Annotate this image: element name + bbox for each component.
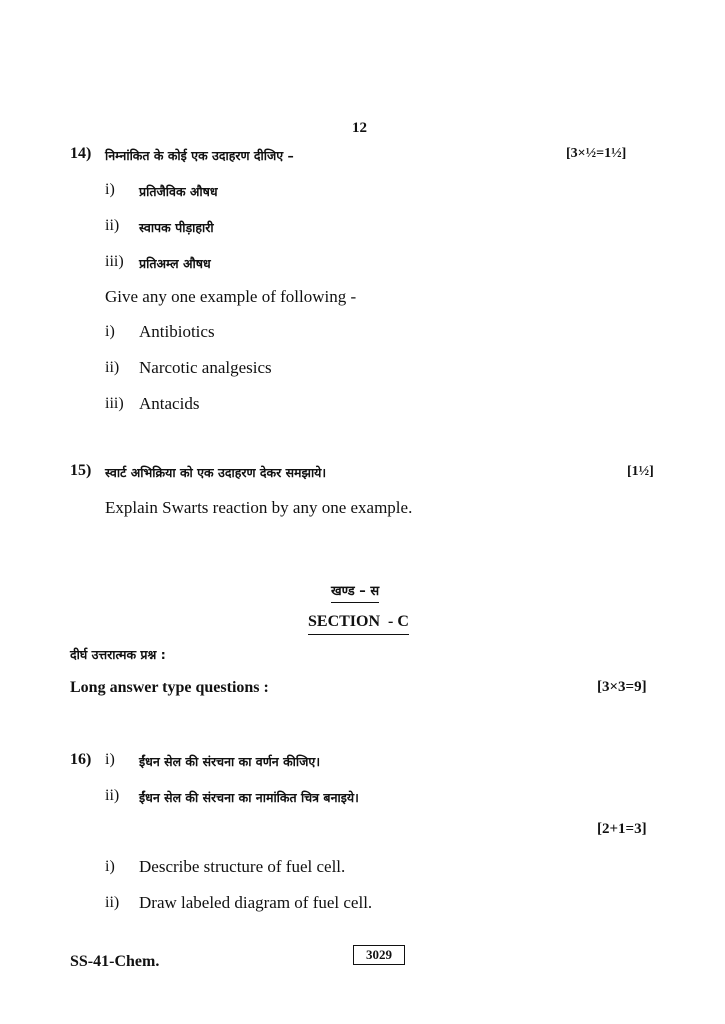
q16-english-item-1: Describe structure of fuel cell. (139, 857, 346, 876)
section-hindi-subtitle: दीर्घ उत्तरात्मक प्रश्न : (70, 647, 166, 662)
section-hindi-title: खण्ड – स (331, 581, 379, 603)
q14-number: 14) (70, 145, 92, 162)
section-marks: [3×3=9] (597, 679, 647, 695)
q16-hindi-item-1-roman: i) (105, 751, 115, 768)
q16-english-item-1-roman: i) (105, 858, 115, 875)
q14-hindi-item-3-roman: iii) (105, 253, 124, 270)
q14-english-item-2-roman: ii) (105, 359, 120, 376)
q16-number: 16) (70, 751, 92, 768)
q14-english-prompt: Give any one example of following - (105, 287, 357, 306)
q14-hindi-item-2-roman: ii) (105, 217, 120, 234)
q16-hindi-item-1: ईंधन सेल की संरचना का वर्णन कीजिए। (139, 754, 321, 769)
q14-english-item-1-roman: i) (105, 323, 115, 340)
q15-marks: [1½] (627, 464, 654, 479)
q14-hindi-item-2: स्वापक पीड़ाहारी (139, 220, 214, 235)
q16-marks: [2+1=3] (597, 821, 647, 837)
footer-page-code: 3029 (353, 945, 405, 965)
q14-english-item-2: Narcotic analgesics (139, 358, 272, 377)
q15-hindi-prompt: स्वार्ट अभिक्रिया को एक उदाहरण देकर समझाये। (105, 465, 327, 480)
section-english-subtitle: Long answer type questions : (70, 679, 269, 696)
q16-english-item-2: Draw labeled diagram of fuel cell. (139, 893, 373, 912)
q16-hindi-item-2-roman: ii) (105, 787, 120, 804)
q16-hindi-item-2: ईंधन सेल की संरचना का नामांकित चित्र बनाइये। (139, 790, 359, 805)
section-english-title: SECTION - C (308, 613, 409, 635)
q16-english-item-2-roman: ii) (105, 894, 120, 911)
q14-marks: [3×½=1½] (566, 146, 627, 161)
q14-hindi-prompt: निम्नांकित के कोई एक उदाहरण दीजिए – (105, 148, 294, 163)
q14-english-item-1: Antibiotics (139, 322, 215, 341)
q14-hindi-item-1: प्रतिजैविक औषध (139, 184, 218, 199)
q14-english-item-3: Antacids (139, 394, 200, 413)
q14-english-item-3-roman: iii) (105, 395, 124, 412)
q14-hindi-item-3: प्रतिअम्ल औषध (139, 256, 211, 271)
footer-paper-code: SS-41-Chem. (70, 953, 160, 970)
q15-number: 15) (70, 462, 92, 479)
q15-english-prompt: Explain Swarts reaction by any one example. (105, 498, 413, 517)
page-number: 12 (352, 120, 367, 136)
q14-hindi-item-1-roman: i) (105, 181, 115, 198)
